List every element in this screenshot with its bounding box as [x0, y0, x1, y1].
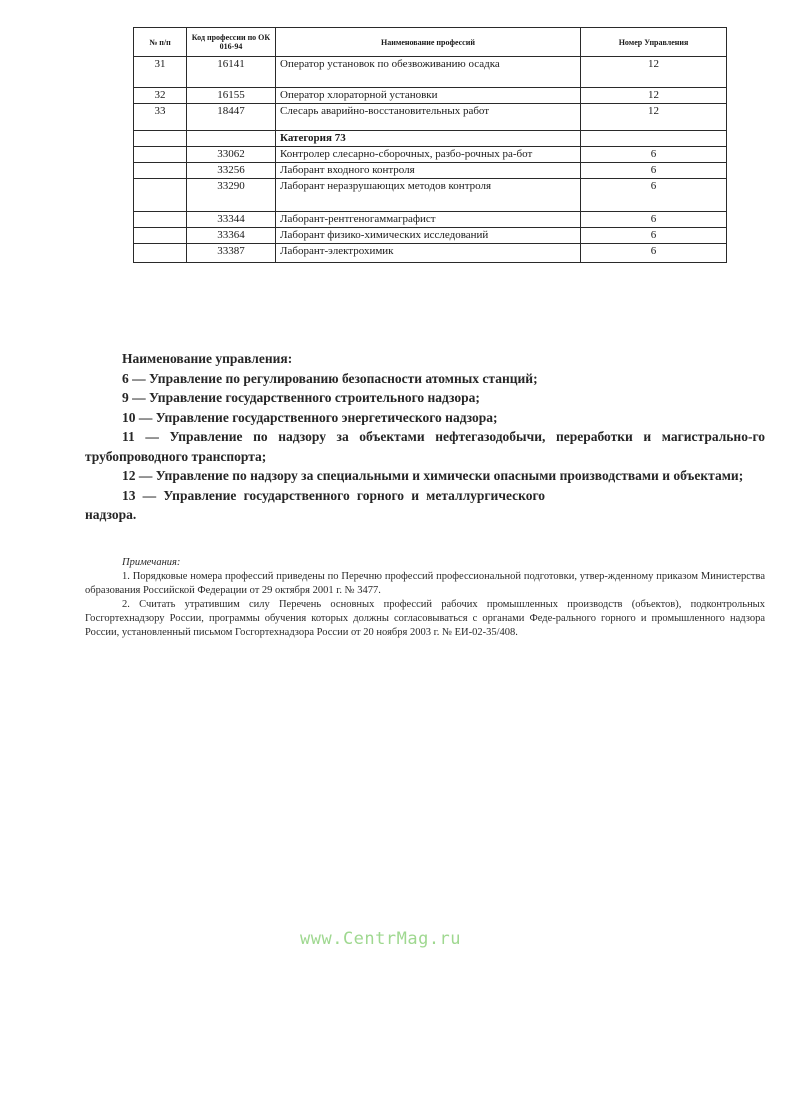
cell-dept: 6	[581, 244, 727, 263]
legend-item: 9 — Управление государственного строительного надзора;	[122, 390, 480, 405]
cell-code: 33344	[187, 212, 276, 228]
table-row	[134, 57, 727, 88]
table-row	[134, 212, 727, 228]
cell-code: 18447	[187, 104, 276, 131]
cell-code: 33256	[187, 163, 276, 179]
cell-code	[187, 131, 276, 147]
cell-code: 16141	[187, 57, 276, 88]
cell-name: Слесарь аварийно-восстановительных работ	[276, 104, 581, 131]
header-code: Код профессии по ОК 016-94	[187, 28, 276, 57]
cell-num: 31	[134, 57, 187, 88]
table-header-row	[134, 28, 727, 57]
legend-item: 6 — Управление по регулированию безопасности атомных станций;	[122, 370, 538, 386]
cell-name: Оператор хлораторной установки	[276, 88, 581, 104]
legend-item: 11 — Управление по надзору за объектами нефтегазодобычи, переработки и магистрально-го трубопроводного транспорта;	[85, 429, 765, 464]
table-row	[134, 244, 727, 263]
cell-dept: 6	[581, 163, 727, 179]
cell-num	[134, 147, 187, 163]
legend-item: 10 — Управление государственного энергетического надзора;	[122, 409, 498, 425]
cell-dept: 12	[581, 104, 727, 131]
cell-name: Контролер слесарно-сборочных, разбо-рочных ра-бот	[276, 147, 581, 163]
header-num: № п/п	[134, 28, 187, 57]
cell-dept: 6	[581, 147, 727, 163]
cell-num	[134, 228, 187, 244]
cell-code: 33387	[187, 244, 276, 263]
cell-dept: 6	[581, 228, 727, 244]
cell-num: 33	[134, 104, 187, 131]
cell-name: Лаборант-рентгеногаммаграфист	[276, 212, 581, 228]
table-row	[134, 179, 727, 212]
cell-num	[134, 163, 187, 179]
site-watermark: www.CentrMag.ru	[300, 929, 462, 949]
cell-code: 33062	[187, 147, 276, 163]
cell-dept: 6	[581, 212, 727, 228]
note-item: 2. Считать утратившим силу Перечень основных профессий рабочих промышленных производств (объектов), подконтрольных Госгортехнадзору России, программы обучения которых должны согласовываться с органами Феде-рального горного и промышленного надзора России, установленный письмом Госгортехнадзора России от 20 ноября 2003 г. № ЕИ-02-35/408.	[85, 599, 765, 638]
table-row	[134, 147, 727, 163]
table-row	[134, 228, 727, 244]
cell-name: Лаборант неразрушающих методов контроля	[276, 179, 581, 212]
cell-num	[134, 179, 187, 212]
notes-section	[85, 556, 765, 640]
cell-num	[134, 131, 187, 147]
cell-dept: 12	[581, 88, 727, 104]
cell-dept	[581, 131, 727, 147]
legend-item: 12 — Управление по надзору за специальными и химически опасными производствами и объектами;	[122, 468, 744, 483]
header-name: Наименование профессий	[276, 28, 581, 57]
table-row	[134, 88, 727, 104]
cell-name: Лаборант входного контроля	[276, 163, 581, 179]
cell-code: 33364	[187, 228, 276, 244]
cell-code: 16155	[187, 88, 276, 104]
cell-num: 32	[134, 88, 187, 104]
legend-title: Наименование управления:	[122, 351, 293, 366]
cell-dept: 12	[581, 57, 727, 88]
category-label: Категория 73	[276, 131, 581, 147]
cell-name: Лаборант-электрохимик	[276, 244, 581, 263]
header-dept: Номер Управления	[581, 28, 727, 57]
table-row	[134, 163, 727, 179]
professions-table	[133, 27, 727, 263]
cell-name: Оператор установок по обезвоживанию осадка	[276, 57, 581, 88]
cell-code: 33290	[187, 179, 276, 212]
table-row-category	[134, 131, 727, 147]
cell-num	[134, 244, 187, 263]
cell-dept: 6	[581, 179, 727, 212]
legend-item: 13 — Управление государственного горного и металлургического надзора.	[85, 487, 545, 522]
departments-legend	[85, 349, 765, 525]
table-row	[134, 104, 727, 131]
notes-title: Примечания:	[122, 557, 181, 568]
cell-name: Лаборант физико-химических исследований	[276, 228, 581, 244]
note-item: 1. Порядковые номера профессий приведены по Перечню профессий профессиональной подготовки, утвер-жденному приказом Министерства образования Российской Федерации от 29 октября 2001 г. № 3477.	[85, 571, 765, 596]
cell-num	[134, 212, 187, 228]
